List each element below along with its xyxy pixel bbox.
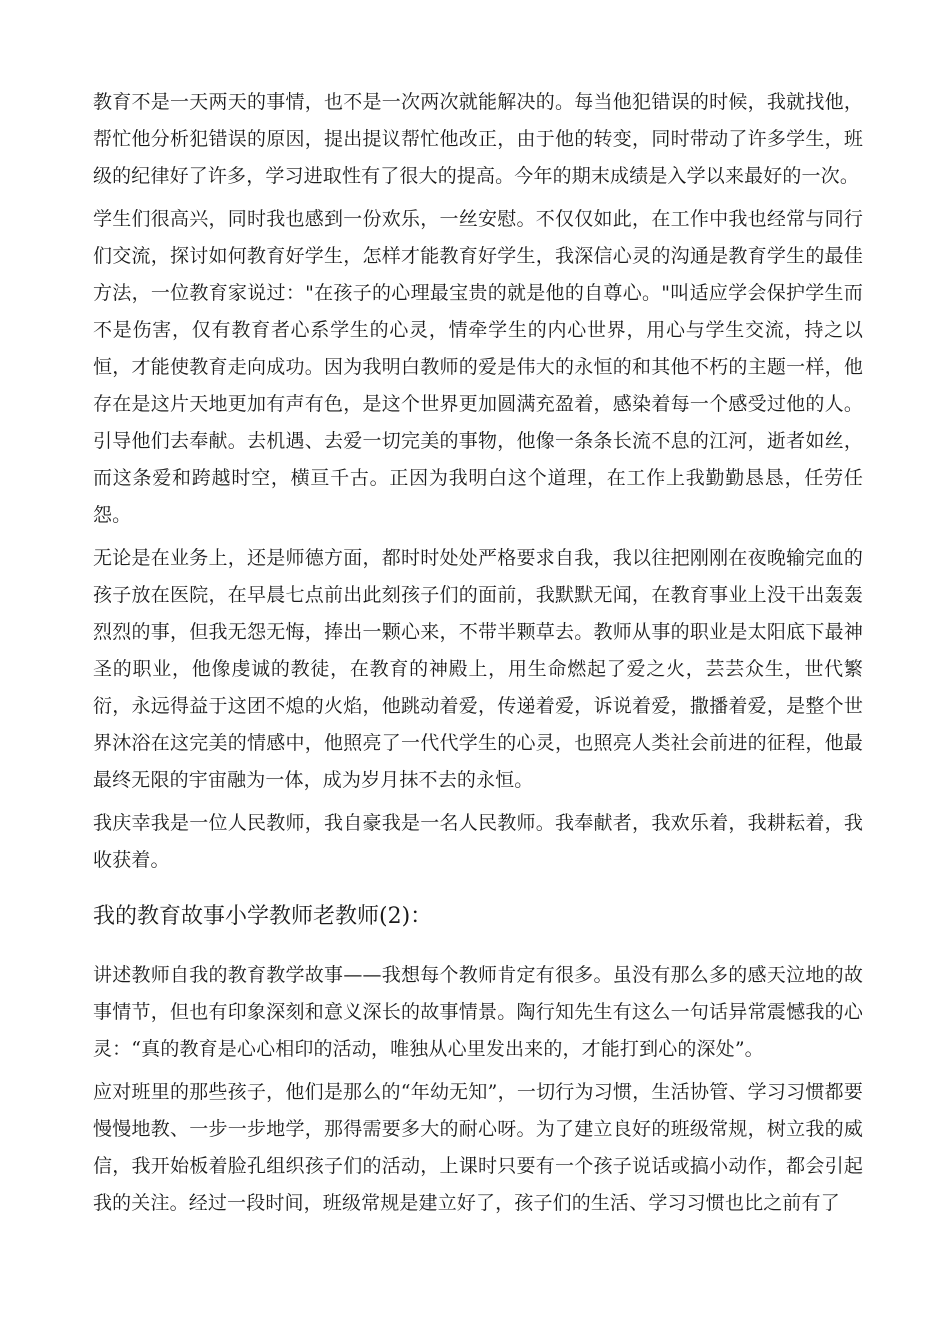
- paragraph: 应对班里的那些孩子，他们是那么的“年幼无知”，一切行为习惯，生活协管、学习习惯都要慢慢地教、一步一步地学，那得需要多大的耐心呀。为了建立良好的班级常规，树立我的威信，我开始板着脸孔组织孩子们的活动，上课时只要有一个孩子说话或搞小动作，都会引起我的关注。经过一段时间，班级常规是建立好了，孩子们的生活、学习习惯也比之前有了: [93, 1081, 863, 1214]
- document-page: [93, 84, 863, 1228]
- paragraph: 我庆幸我是一位人民教师，我自豪我是一名人民教师。我奉献者，我欢乐着，我耕耘着，我收获着。: [93, 812, 863, 871]
- paragraph: 学生们很高兴，同时我也感到一份欢乐，一丝安慰。不仅仅如此，在工作中我也经常与同行们交流，探讨如何教育好学生，怎样才能教育好学生，我深信心灵的沟通是教育学生的最佳方法，一位教育家说过："在孩子的心理最宝贵的就是他的自尊心。"叫适应学会保护学生而不是伤害，仅有教育者心系学生的心灵，情牵学生的内心世界，用心与学生交流，持之以恒，才能使教育走向成功。因为我明白教师的爱是伟大的永恒的和其他不朽的主题一样，他存在是这片天地更加有声有色，是这个世界更加圆满充盈着，感染着每一个感受过他的人。引导他们去奉献。去机遇、去爱一切完美的事物，他像一条条长流不息的江河，逝者如丝，而这条爱和跨越时空，横亘千古。正因为我明白这个道理，在工作上我勤勤恳恳，任劳任怨。: [93, 208, 863, 526]
- paragraph: 讲述教师自我的教育教学故事——我想每个教师肯定有很多。虽没有那么多的感天泣地的故事情节，但也有印象深刻和意义深长的故事情景。陶行知先生有这么一句话异常震憾我的心灵：“真的教育是心心相印的活动，唯独从心里发出来的，才能打到心的深处”。: [93, 964, 863, 1060]
- paragraph: 教育不是一天两天的事情，也不是一次两次就能解决的。每当他犯错误的时候，我就找他，帮忙他分析犯错误的原因，提出提议帮忙他改正，由于他的转变，同时带动了许多学生，班级的纪律好了许多，学习进取性有了很大的提高。今年的期末成绩是入学以来最好的一次。: [93, 91, 863, 187]
- paragraph: 无论是在业务上，还是师德方面，都时时处处严格要求自我，我以往把刚刚在夜晚输完血的孩子放在医院，在早晨七点前出此刻孩子们的面前，我默默无闻，在教育事业上没干出轰轰烈烈的事，但我无怨无悔，捧出一颗心来，不带半颗草去。教师从事的职业是太阳底下最神圣的职业，他像虔诚的教徒，在教育的神殿上，用生命燃起了爱之火，芸芸众生，世代繁衍，永远得益于这团不熄的火焰，他跳动着爱，传递着爱，诉说着爱，撒播着爱，是整个世界沐浴在这完美的情感中，他照亮了一代代学生的心灵，也照亮人类社会前进的征程，他最最终无限的宇宙融为一体，成为岁月抹不去的永恒。: [93, 547, 863, 791]
- section-title: 我的教育故事小学教师老教师(2)：: [93, 904, 433, 929]
